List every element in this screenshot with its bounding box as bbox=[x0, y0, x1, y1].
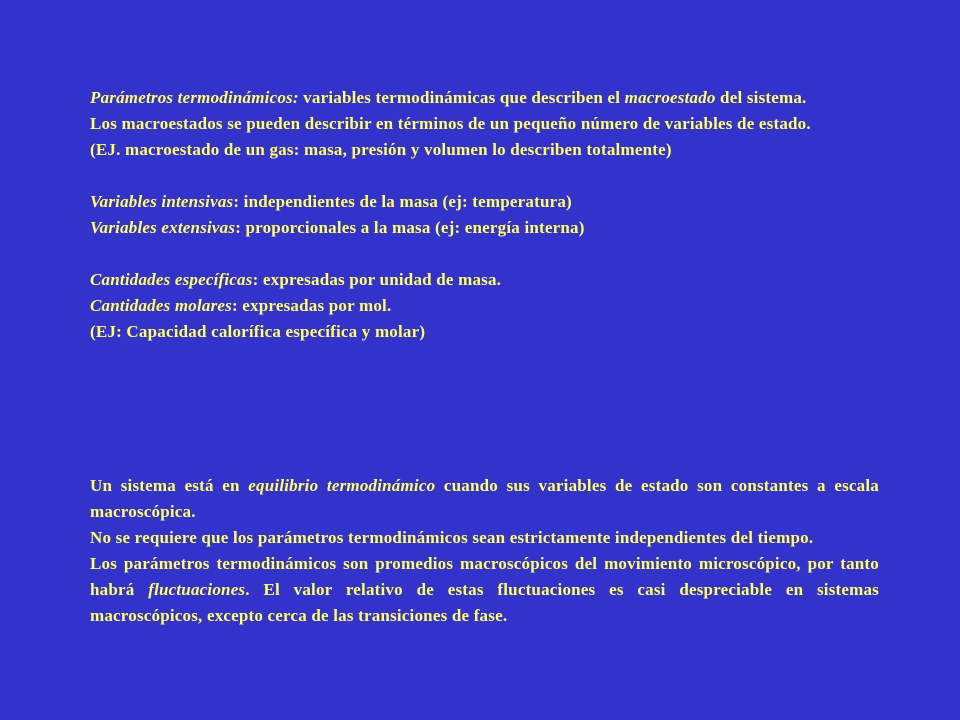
term-macroestado: macroestado bbox=[624, 88, 716, 107]
term-especificas: Cantidades específicas bbox=[90, 270, 253, 289]
time-independence-note: No se requiere que los parámetros termodinámicos sean estrictamente independientes del tiempo. bbox=[90, 528, 814, 547]
term-intensivas: Variables intensivas bbox=[90, 192, 234, 211]
top-text-block bbox=[90, 85, 879, 345]
extensive-variables bbox=[90, 215, 879, 241]
spacer bbox=[90, 241, 879, 267]
term-parametros: Parámetros termodinámicos: bbox=[90, 88, 299, 107]
equilibrium-text-1: Un sistema está en bbox=[90, 476, 249, 495]
intensive-variables bbox=[90, 189, 879, 215]
bottom-text-block bbox=[90, 473, 879, 629]
parametros-text-1: variables termodinámicas que describen el bbox=[298, 88, 625, 107]
heat-capacity-example: (EJ: Capacidad calorífica específica y molar) bbox=[90, 322, 426, 341]
intensive-description: : independientes de la masa (ej: temperatura) bbox=[233, 192, 572, 211]
term-extensivas: Variables extensivas bbox=[90, 218, 236, 237]
fluctuations-text-2: . El valor relativo de estas fluctuaciones es casi despreciable en sistemas macroscópicos, excepto cerca de las transiciones de fase. bbox=[90, 580, 879, 625]
term-equilibrio: equilibrio termodinámico bbox=[248, 476, 436, 495]
specific-description: : expresadas por unidad de masa. bbox=[252, 270, 502, 289]
gas-example: (EJ. macroestado de un gas: masa, presión y volumen lo describen totalmente) bbox=[90, 140, 672, 159]
fluctuations-text-1: Los parámetros termodinámicos son promedios macroscópicos del movimiento microscópico, por tanto habrá bbox=[90, 554, 879, 599]
equilibrium-text-2: cuando sus variables de estado son constantes a escala macroscópica. bbox=[90, 476, 879, 521]
equilibrium-definition bbox=[90, 473, 879, 525]
extensive-description: : proporcionales a la masa (ej: energía interna) bbox=[235, 218, 585, 237]
molar-quantities bbox=[90, 293, 879, 319]
spacer bbox=[90, 163, 879, 189]
specific-quantities bbox=[90, 267, 879, 293]
macroestados-statement: Los macroestados se pueden describir en términos de un pequeño número de variables de estado. bbox=[90, 114, 811, 133]
molar-description: : expresadas por mol. bbox=[231, 296, 392, 315]
parametros-definition bbox=[90, 85, 879, 111]
term-fluctuaciones: fluctuaciones bbox=[148, 580, 246, 599]
fluctuations-paragraph bbox=[90, 551, 879, 629]
parametros-text-2: del sistema. bbox=[715, 88, 807, 107]
term-molares: Cantidades molares bbox=[90, 296, 232, 315]
